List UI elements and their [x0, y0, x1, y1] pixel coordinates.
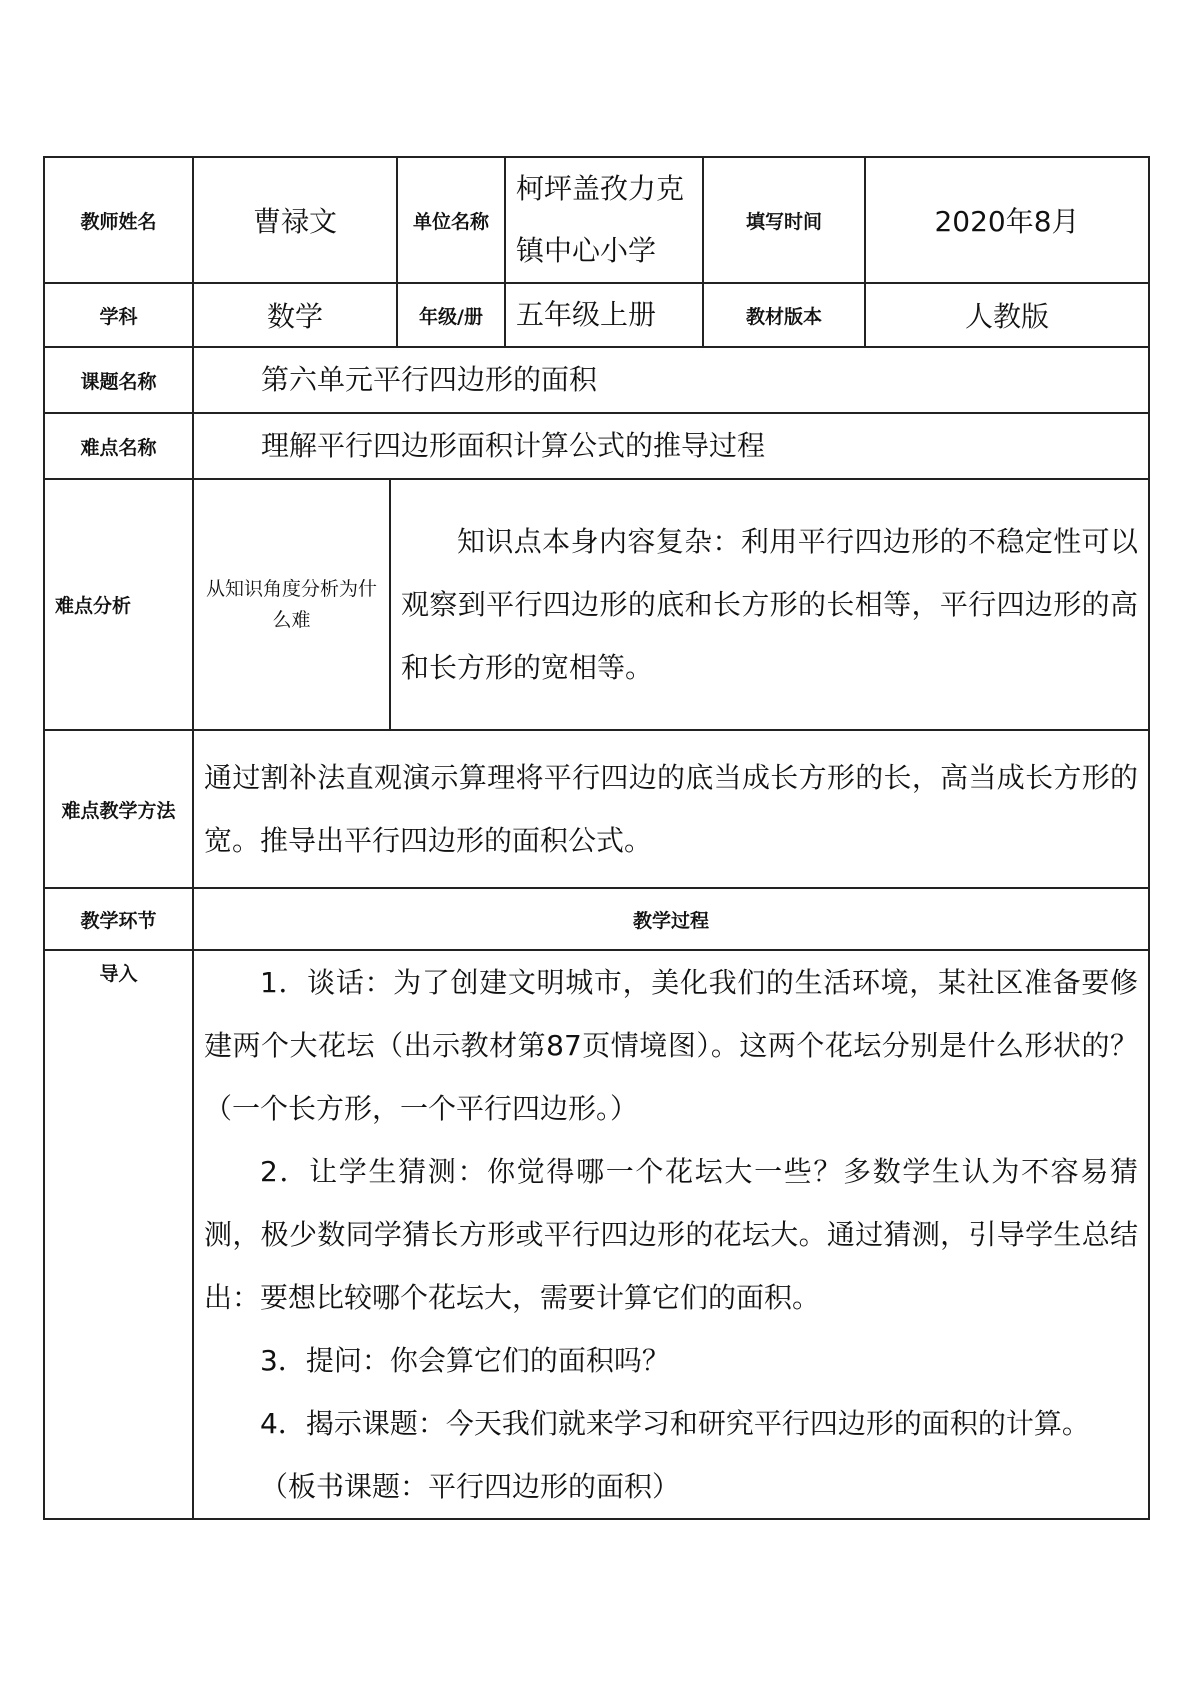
difficulty-label: 难点名称	[44, 413, 193, 479]
date-label: 填写时间	[703, 157, 865, 283]
intro-paragraph: 3．提问：你会算它们的面积吗？	[260, 1344, 670, 1377]
topic-label: 课题名称	[44, 347, 193, 413]
lesson-plan-table	[43, 156, 1150, 1520]
intro-stage-label: 导入	[44, 950, 193, 1519]
method-text: 通过割补法直观演示算理将平行四边的底当成长方形的长，高当成长方形的宽。推导出平行四边形的面积公式。	[204, 761, 1139, 857]
analysis-cell	[390, 479, 1149, 730]
intro-paragraph: 2．让学生猜测：你觉得哪一个花坛大一些？多数学生认为不容易猜测，极少数同学猜长方形或平行四边形的花坛大。通过猜测，引导学生总结出：要想比较哪个花坛大，需要计算它们的面积。	[204, 1155, 1139, 1314]
grade-label: 年级/册	[397, 283, 505, 347]
intro-paragraph: 4．揭示课题：今天我们就来学习和研究平行四边形的面积的计算。	[260, 1407, 1090, 1440]
teacher-name: 曹禄文	[193, 157, 397, 283]
intro-paragraph: 1．谈话：为了创建文明城市，美化我们的生活环境，某社区准备要修建两个大花坛（出示教材第87页情境图）。这两个花坛分别是什么形状的？（一个长方形，一个平行四边形。）	[204, 966, 1139, 1125]
header-row	[44, 157, 1149, 283]
date-value: 2020年8月	[865, 157, 1149, 283]
stage-header: 教学环节	[44, 888, 193, 950]
process-header: 教学过程	[193, 888, 1149, 950]
analysis-row	[44, 479, 1149, 730]
difficulty-row	[44, 413, 1149, 479]
teacher-label: 教师姓名	[44, 157, 193, 283]
method-row	[44, 730, 1149, 888]
analysis-label: 难点分析	[44, 479, 193, 730]
edition-label: 教材版本	[703, 283, 865, 347]
method-label: 难点教学方法	[44, 730, 193, 888]
intro-cell	[193, 950, 1149, 1519]
analysis-sub-label: 从知识角度分析为什么难	[193, 479, 390, 730]
subject-value: 数学	[193, 283, 397, 347]
process-header-row	[44, 888, 1149, 950]
method-cell	[193, 730, 1149, 888]
difficulty-value: 理解平行四边形面积计算公式的推导过程	[193, 413, 1149, 479]
unit-label: 单位名称	[397, 157, 505, 283]
topic-value: 第六单元平行四边形的面积	[193, 347, 1149, 413]
subject-label: 学科	[44, 283, 193, 347]
edition-value: 人教版	[865, 283, 1149, 347]
topic-row	[44, 347, 1149, 413]
intro-paragraph: （板书课题：平行四边形的面积）	[260, 1470, 681, 1503]
subject-row	[44, 283, 1149, 347]
unit-name: 柯坪盖孜力克镇中心小学	[505, 157, 703, 283]
intro-row	[44, 950, 1149, 1519]
analysis-text: 知识点本身内容复杂：利用平行四边形的不稳定性可以观察到平行四边形的底和长方形的长相等，平行四边形的高和长方形的宽相等。	[401, 525, 1139, 684]
grade-value: 五年级上册	[505, 283, 703, 347]
